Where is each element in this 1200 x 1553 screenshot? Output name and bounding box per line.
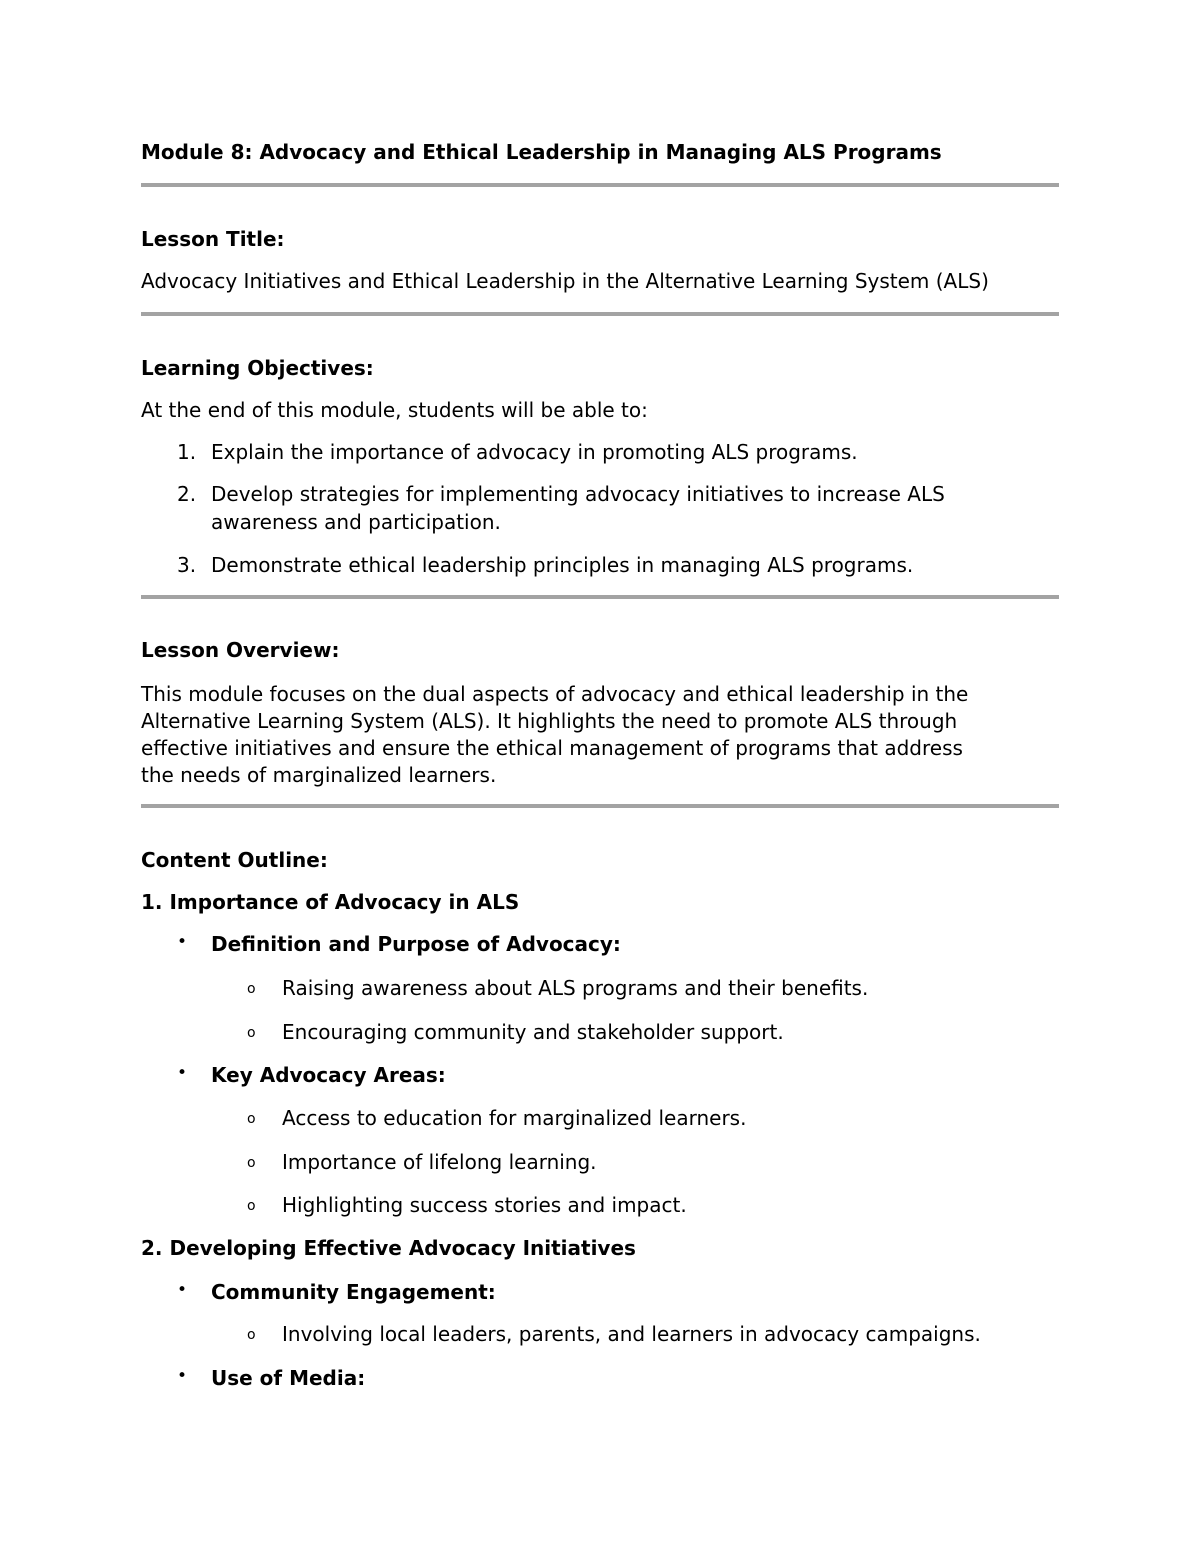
item-text: Involving local leaders, parents, and learners in advocacy campaigns. xyxy=(282,1322,981,1346)
bullet-icon: • xyxy=(177,932,188,952)
learning-objectives-heading: Learning Objectives: xyxy=(141,356,374,380)
circle-bullet-icon: o xyxy=(247,1327,256,1343)
objective-text: Explain the importance of advocacy in promoting ALS programs. xyxy=(211,440,858,464)
divider xyxy=(141,312,1059,316)
circle-bullet-icon: o xyxy=(247,1155,256,1171)
overview-line: effective initiatives and ensure the ethical management of programs that address xyxy=(141,736,963,760)
group-label: Definition and Purpose of Advocacy: xyxy=(211,932,621,956)
overview-line: the needs of marginalized learners. xyxy=(141,763,497,787)
circle-bullet-icon: o xyxy=(247,1111,256,1127)
module-title: Module 8: Advocacy and Ethical Leadership in Managing ALS Programs xyxy=(141,140,942,164)
item-text: Importance of lifelong learning. xyxy=(282,1150,597,1174)
item-text: Access to education for marginalized learners. xyxy=(282,1106,747,1130)
circle-bullet-icon: o xyxy=(247,1198,256,1214)
bullet-icon: • xyxy=(177,1280,188,1300)
lesson-overview-heading: Lesson Overview: xyxy=(141,638,340,662)
group-label: Use of Media: xyxy=(211,1366,366,1390)
overview-line: Alternative Learning System (ALS). It highlights the need to promote ALS through xyxy=(141,709,958,733)
item-text: Encouraging community and stakeholder support. xyxy=(282,1020,784,1044)
content-outline-heading: Content Outline: xyxy=(141,848,328,872)
divider xyxy=(141,804,1059,808)
objective-text: Develop strategies for implementing advocacy initiatives to increase ALS xyxy=(211,482,945,506)
item-text: Raising awareness about ALS programs and their benefits. xyxy=(282,976,869,1000)
circle-bullet-icon: o xyxy=(247,981,256,997)
bullet-icon: • xyxy=(177,1366,188,1386)
group-label: Key Advocacy Areas: xyxy=(211,1063,446,1087)
overview-line: This module focuses on the dual aspects of advocacy and ethical leadership in the xyxy=(141,682,969,706)
list-number: 3. xyxy=(177,553,197,577)
divider xyxy=(141,183,1059,187)
section-title: 1. Importance of Advocacy in ALS xyxy=(141,890,520,914)
list-number: 1. xyxy=(177,440,197,464)
overview-paragraph xyxy=(141,681,1059,789)
objective-text-continued: awareness and participation. xyxy=(211,510,501,534)
group-label: Community Engagement: xyxy=(211,1280,496,1304)
lesson-title-heading: Lesson Title: xyxy=(141,227,285,251)
objective-text: Demonstrate ethical leadership principles in managing ALS programs. xyxy=(211,553,914,577)
bullet-icon: • xyxy=(177,1063,188,1083)
list-number: 2. xyxy=(177,482,197,506)
divider xyxy=(141,595,1059,599)
objectives-intro: At the end of this module, students will be able to: xyxy=(141,398,648,422)
item-text: Highlighting success stories and impact. xyxy=(282,1193,687,1217)
lesson-title-text: Advocacy Initiatives and Ethical Leadership in the Alternative Learning System (ALS) xyxy=(141,269,989,293)
section-title: 2. Developing Effective Advocacy Initiatives xyxy=(141,1236,636,1260)
circle-bullet-icon: o xyxy=(247,1025,256,1041)
